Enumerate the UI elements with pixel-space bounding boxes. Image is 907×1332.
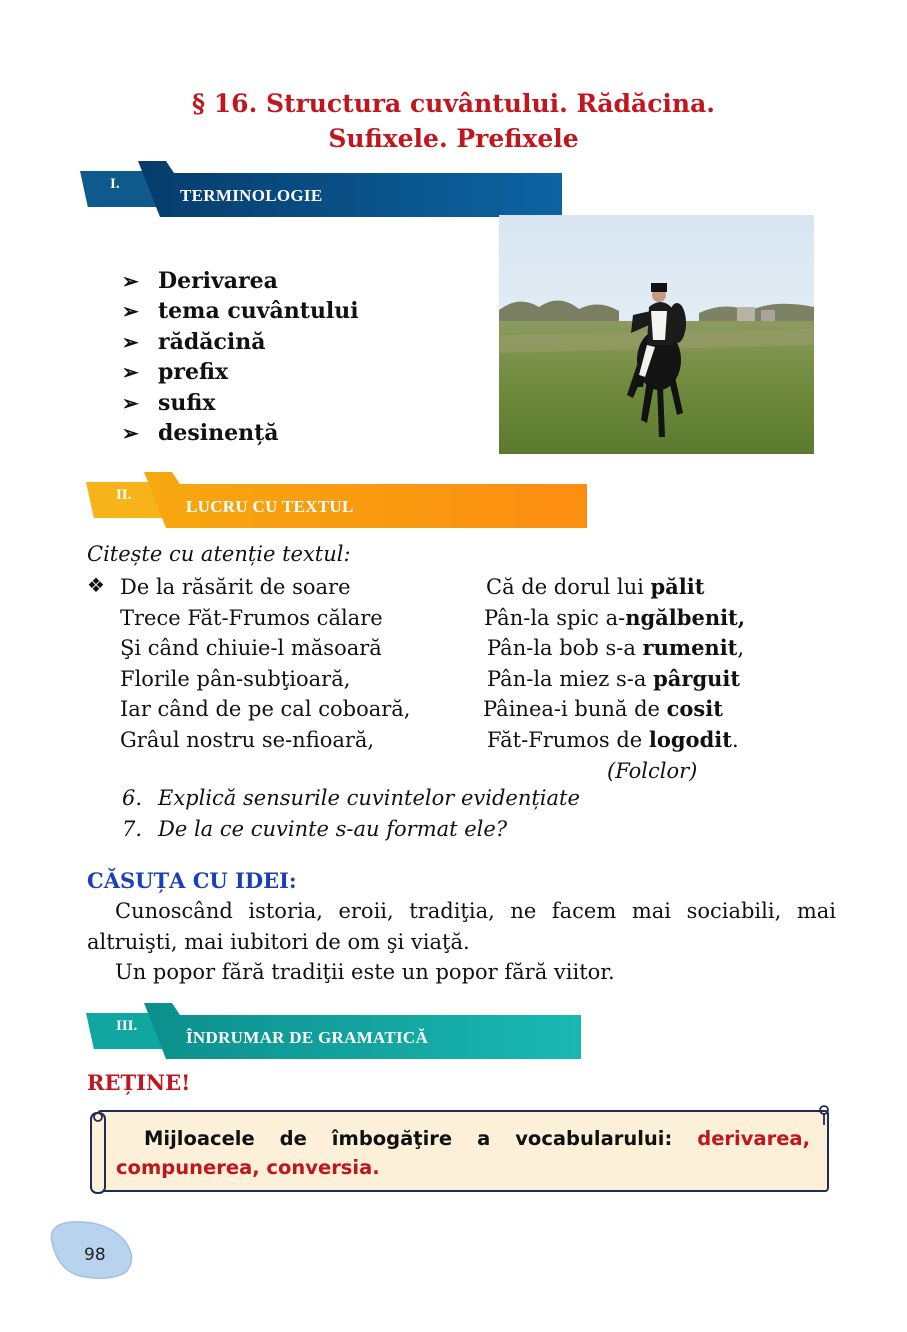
retine-heading: REȚINE! (87, 1070, 191, 1095)
poem-line-right: Pân-la miez s-a pârguit (487, 666, 741, 691)
reading-instruction: Citește cu atenție textul: (87, 542, 351, 566)
highlighted-word: rumenit (642, 635, 738, 660)
list-item: ➢ prefix (122, 357, 359, 387)
poem-line-left: Florile pân-subţioară, (120, 667, 351, 691)
highlighted-word: pălit (650, 574, 705, 599)
list-item: ➢ tema cuvântului (122, 296, 359, 326)
highlighted-word: logodit (648, 727, 732, 752)
arrowhead-bullet-icon: ➢ (122, 421, 139, 446)
page-number: 98 (84, 1245, 106, 1265)
page-title (0, 86, 907, 156)
terminology-list (122, 266, 359, 448)
arrowhead-bullet-icon: ➢ (122, 299, 139, 324)
retine-rule-text: Mijloacele de îmbogăţire a vocabularului: derivarea, compunerea, conversia. (116, 1127, 810, 1179)
section-number: I. (110, 176, 120, 192)
poem-line-left: Grâul nostru se-nfioară, (120, 728, 375, 752)
ideas-paragraph: Cunoscând istoria, eroii, tradiţia, ne facem mai sociabili, mai altruişti, mai iubitori de om şi viaţă. (87, 899, 836, 954)
list-item: ➢ rădăcină (122, 327, 359, 357)
list-item: ➢ sufix (122, 388, 359, 418)
page-title-line-2: Sufixele. Prefixele (328, 124, 579, 153)
section-label: LUCRU CU TEXTUL (186, 497, 354, 516)
arrowhead-bullet-icon: ➢ (122, 269, 139, 293)
horse-rider-photo (499, 215, 814, 454)
poem-line-right: Pâinea-i bună de cosit (483, 696, 723, 721)
section-banner-indrumar-de-gramatica (86, 1003, 496, 1059)
diamond-bullet-icon: ❖ (87, 573, 105, 597)
poem-line-left: Şi când chiuie-l măsoară (120, 636, 382, 660)
section-banner-terminologie (80, 161, 482, 217)
poem-line-left: Iar când de pe cal coboară, (120, 697, 411, 721)
section-banner-lucru-cu-textul (86, 472, 502, 528)
arrowhead-bullet-icon: ➢ (122, 329, 139, 354)
section-number: II. (116, 487, 132, 503)
highlighted-word: cosit (666, 696, 723, 721)
list-item: ➢ desinență (122, 418, 359, 448)
poem-line-right: Că de dorul lui pălit (486, 574, 705, 599)
section-number: III. (116, 1018, 138, 1034)
poem-line-right: Pân-la bob s-a rumenit, (487, 635, 745, 660)
question-item: 6. Explică sensurile cuvintelor evidențiate (122, 786, 580, 810)
highlighted-word: ngălbenit, (625, 605, 746, 630)
arrowhead-bullet-icon: ➢ (122, 360, 139, 385)
poem-line-left: Trece Făt-Frumos călare (120, 606, 383, 630)
page-title-line-1: § 16. Structura cuvântului. Rădăcina. (192, 89, 715, 118)
poem-source: (Folclor) (607, 759, 698, 783)
highlighted-word: pârguit (653, 666, 741, 691)
list-item: ➢ Derivarea (122, 266, 359, 296)
poem-line-right: Făt-Frumos de logodit. (487, 727, 739, 752)
ideas-heading: CĂSUȚA CU IDEI: (87, 868, 297, 893)
section-label: TERMINOLOGIE (180, 186, 323, 205)
poem-line-right: Pân-la spic a-ngălbenit, (484, 605, 746, 630)
section-label: ÎNDRUMAR DE GRAMATICĂ (186, 1028, 429, 1047)
ideas-paragraph: Un popor fără tradiţii este un popor fără viitor. (115, 960, 615, 984)
question-item: 7. De la ce cuvinte s-au format ele? (122, 817, 508, 841)
arrowhead-bullet-icon: ➢ (122, 390, 139, 415)
poem-line-left: De la răsărit de soare (120, 575, 351, 599)
